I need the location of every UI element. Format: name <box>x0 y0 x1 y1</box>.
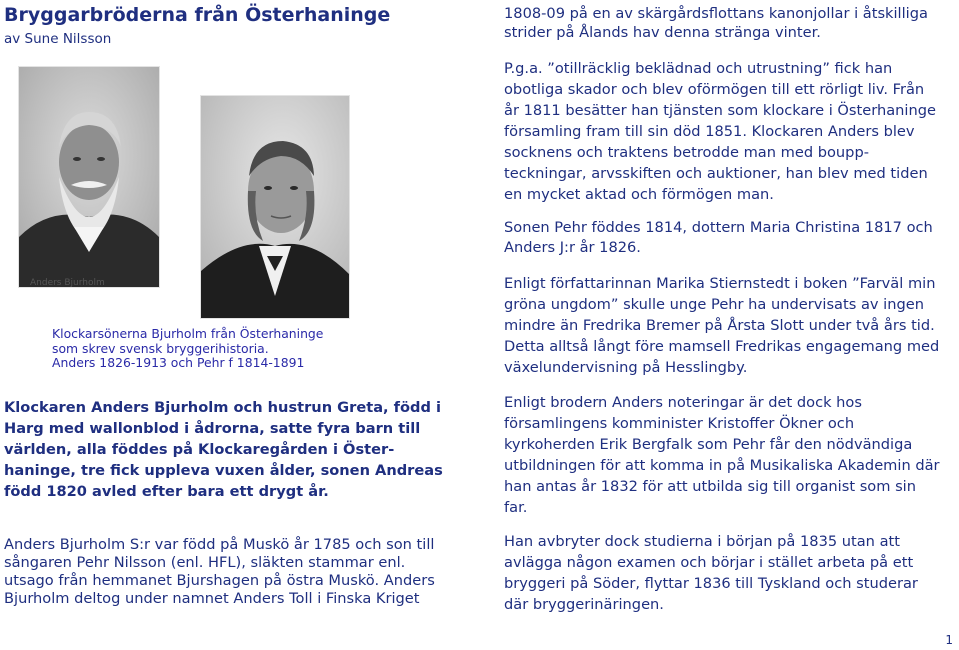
text-line: haninge, tre fick uppleva vuxen ålder, sonen Andreas <box>4 462 443 479</box>
text-line: 1808-09 på en av skärgårdsflottans kanonjollar i åtskilliga <box>504 5 928 22</box>
text-line: Harg med wallonblod i ådrorna, satte fyra barn till <box>4 420 421 437</box>
text-line: mindre än Fredrika Bremer på Årsta Slott under två års tid. <box>504 317 935 334</box>
text-line: P.g.a. ”otillräcklig beklädnad och utrustning” fick han <box>504 60 893 77</box>
text-line: Klockaren Anders Bjurholm och hustrun Greta, född i <box>4 399 442 416</box>
text-line: teckningar, arvsskiften och auktioner, han blev med tiden <box>504 165 928 182</box>
text-line: far. <box>504 499 528 516</box>
text-line: Enligt brodern Anders noteringar är det dock hos <box>504 394 862 411</box>
text-line: bryggeri på Söder, flyttar 1836 till Tyskland och studerar <box>504 575 918 592</box>
caption-line: som skrev svensk bryggerihistoria. <box>52 340 269 356</box>
text-line: församling fram till sin död 1851. Klockaren Anders blev <box>504 123 915 140</box>
intro-paragraph <box>4 397 459 502</box>
text-line: utsago från hemmanet Bjurshagen på östra Muskö. Anders <box>4 572 435 589</box>
text-line: församlingens komminister Kristoffer Ökner och <box>504 415 855 432</box>
text-line: han antas år 1832 för att utbilda sig till organist som sin <box>504 478 916 495</box>
text-line: kyrkoherden Erik Bergfalk som Pehr får den nödvändiga <box>504 436 913 453</box>
text-line: Anders J:r år 1826. <box>504 239 641 256</box>
education-paragraph <box>504 392 959 518</box>
text-line: där bryggerinäringen. <box>504 596 664 613</box>
text-line: socknens och traktens betrodde man med boupp- <box>504 144 869 161</box>
text-line: Bjurholm deltog under namnet Anders Toll i Finska Kriget <box>4 590 420 607</box>
text-line: Enligt författarinnan Marika Stiernstedt i boken ”Farväl min <box>504 275 936 292</box>
text-line: en mycket aktad och förmögen man. <box>504 186 774 203</box>
text-line: Han avbryter dock studierna i början på 1835 utan att <box>504 533 900 550</box>
text-line: strider på Ålands hav denna stränga vinter. <box>504 24 821 41</box>
portrait-pehr-photo <box>200 95 350 319</box>
text-line: sångaren Pehr Nilsson (enl. HFL), släkten stammar enl. <box>4 554 406 571</box>
klockare-paragraph <box>504 58 954 205</box>
photo-caption <box>52 327 352 371</box>
text-line: världen, alla föddes på Klockaregården i Öster- <box>4 441 395 458</box>
caption-line: Klockarsönerna Bjurholm från Österhaninge <box>52 326 324 341</box>
children-paragraph <box>504 218 954 258</box>
stiernstedt-paragraph <box>504 273 959 378</box>
text-line: Anders Bjurholm S:r var född på Muskö år 1785 och son till <box>4 536 435 553</box>
war-paragraph <box>504 4 954 42</box>
text-line: avlägga någon examen och börjar i stället arbeta på ett <box>504 554 914 571</box>
text-line: år 1811 besätter han tjänsten som klockare i Österhaninge <box>504 102 936 119</box>
text-line: Detta alltså långt före mamsell Fredrikas engagemang med <box>504 338 940 355</box>
author-byline: av Sune Nilsson <box>4 31 112 47</box>
portrait-anders-label: Anders Bjurholm <box>30 278 105 288</box>
caption-line: Anders 1826-1913 och Pehr f 1814-1891 <box>52 355 305 370</box>
text-line: obotliga skador och blev oförmögen till ett rörligt liv. Från <box>504 81 925 98</box>
text-line: född 1820 avled efter bara ett drygt år. <box>4 483 329 500</box>
text-line: Sonen Pehr föddes 1814, dottern Maria Christina 1817 och <box>504 219 933 236</box>
text-line: växelundervisning på Hesslingby. <box>504 359 748 376</box>
portrait-anders-photo <box>18 66 160 288</box>
page-number: 1 <box>945 633 953 647</box>
text-line: utbildningen för att komma in på Musikaliska Akademin där <box>504 457 940 474</box>
document-title: Bryggarbröderna från Österhaninge <box>4 4 391 26</box>
anders-sr-paragraph <box>4 536 464 608</box>
text-line: gröna ungdom” skulle unge Pehr ha undervisats av ingen <box>504 296 924 313</box>
brewery-paragraph <box>504 531 959 615</box>
